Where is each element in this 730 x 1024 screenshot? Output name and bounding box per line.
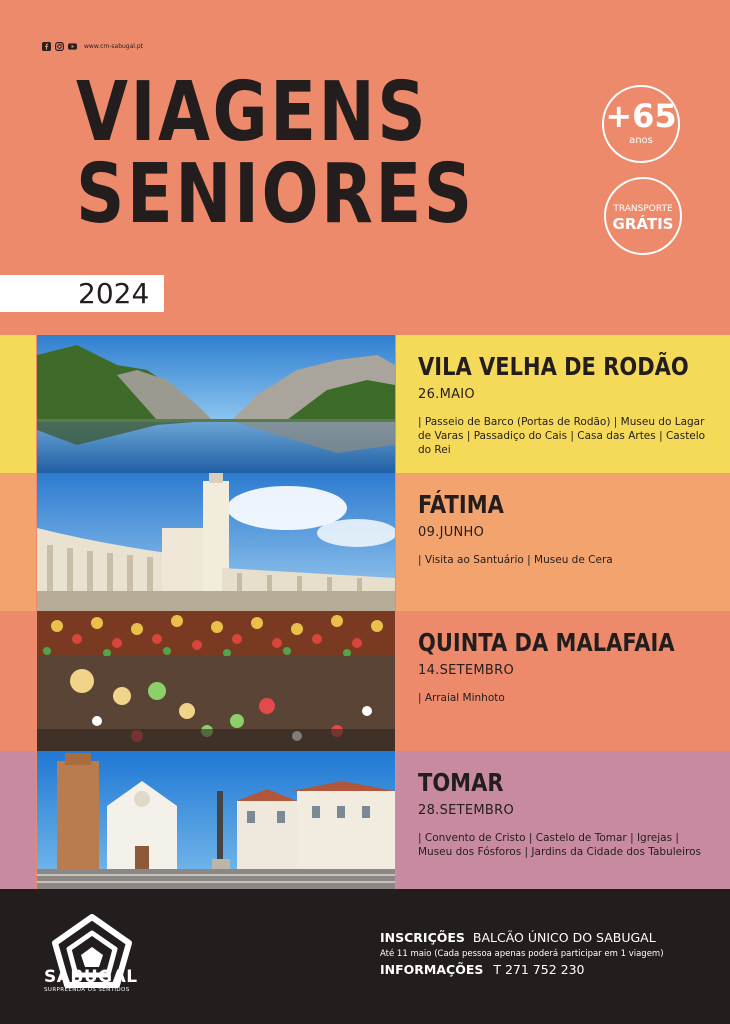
trip-activities: | Arraial Minhoto bbox=[418, 692, 505, 704]
trip-date: 28.SETEMBRO bbox=[418, 803, 514, 818]
phone-number[interactable]: T 271 752 230 bbox=[493, 962, 585, 977]
page-title bbox=[76, 65, 475, 242]
information-label: INFORMAÇÕES bbox=[380, 962, 484, 977]
transport-badge-line2: GRÁTIS bbox=[612, 215, 674, 233]
logo-tagline: SURPREENDA OS SENTIDOS bbox=[44, 987, 130, 993]
trip-vila-velha-de-rodao bbox=[0, 335, 730, 473]
age-badge bbox=[602, 85, 680, 163]
website-link[interactable]: www.cm-sabugal.pt bbox=[84, 42, 144, 50]
trip-date: 26.MAIO bbox=[418, 387, 475, 402]
trip-info bbox=[396, 335, 730, 473]
trip-date: 09.JUNHO bbox=[418, 525, 485, 540]
trip-photo-festival-crowd bbox=[37, 611, 395, 751]
registration-line bbox=[380, 930, 656, 945]
trip-color-stripe bbox=[0, 473, 36, 611]
year-label: 2024 bbox=[78, 277, 150, 310]
title-line-2: SENIORES bbox=[76, 147, 475, 242]
registration-value: BALCÃO ÚNICO DO SABUGAL bbox=[472, 930, 656, 945]
trip-activities: | Visita ao Santuário | Museu de Cera bbox=[418, 554, 613, 566]
instagram-icon[interactable] bbox=[55, 42, 64, 51]
facebook-icon[interactable] bbox=[42, 42, 51, 51]
registration-note: Até 11 maio (Cada pessoa apenas poderá participar em 1 viagem) bbox=[380, 949, 664, 959]
trip-title: FÁTIMA bbox=[418, 490, 504, 519]
trip-activities: | Convento de Cristo | Castelo de Tomar | Igrejas | Museu dos Fósforos | Jardins da Cidade dos Tabuleiros bbox=[418, 832, 701, 858]
trip-title: VILA VELHA DE RODÃO bbox=[418, 352, 689, 381]
logo-wordmark: SABUGAL bbox=[44, 967, 138, 987]
trip-photo-river-gorge bbox=[37, 335, 395, 473]
trip-title: QUINTA DA MALAFAIA bbox=[418, 628, 675, 657]
trip-photo-basilica bbox=[37, 473, 395, 611]
trip-color-stripe bbox=[0, 611, 36, 751]
trip-color-stripe bbox=[0, 335, 36, 473]
trip-info bbox=[396, 751, 730, 889]
title-line-1: VIAGENS bbox=[76, 65, 429, 160]
transport-badge bbox=[604, 177, 682, 255]
trip-title: TOMAR bbox=[418, 768, 504, 797]
transport-badge-line1: TRANSPORTE bbox=[613, 204, 673, 214]
social-links bbox=[42, 41, 143, 51]
trip-activities: | Passeio de Barco (Portas de Rodão) | Museu do Lagar de Varas | Passadiço do Cais | Casa das Artes | Castelo do Rei bbox=[418, 416, 706, 456]
trip-info bbox=[396, 473, 730, 611]
trip-quinta-da-malafaia bbox=[0, 611, 730, 751]
information-line bbox=[380, 962, 585, 977]
trip-color-stripe bbox=[0, 751, 36, 889]
trip-date: 14.SETEMBRO bbox=[418, 663, 514, 678]
registration-label: INSCRIÇÕES bbox=[380, 930, 465, 945]
youtube-icon[interactable] bbox=[68, 42, 77, 51]
trip-fatima bbox=[0, 473, 730, 611]
trip-photo-town-square bbox=[37, 751, 395, 889]
trip-info bbox=[396, 611, 730, 751]
age-badge-value: +65 bbox=[605, 97, 677, 135]
trip-tomar bbox=[0, 751, 730, 889]
age-badge-unit: anos bbox=[629, 135, 653, 146]
